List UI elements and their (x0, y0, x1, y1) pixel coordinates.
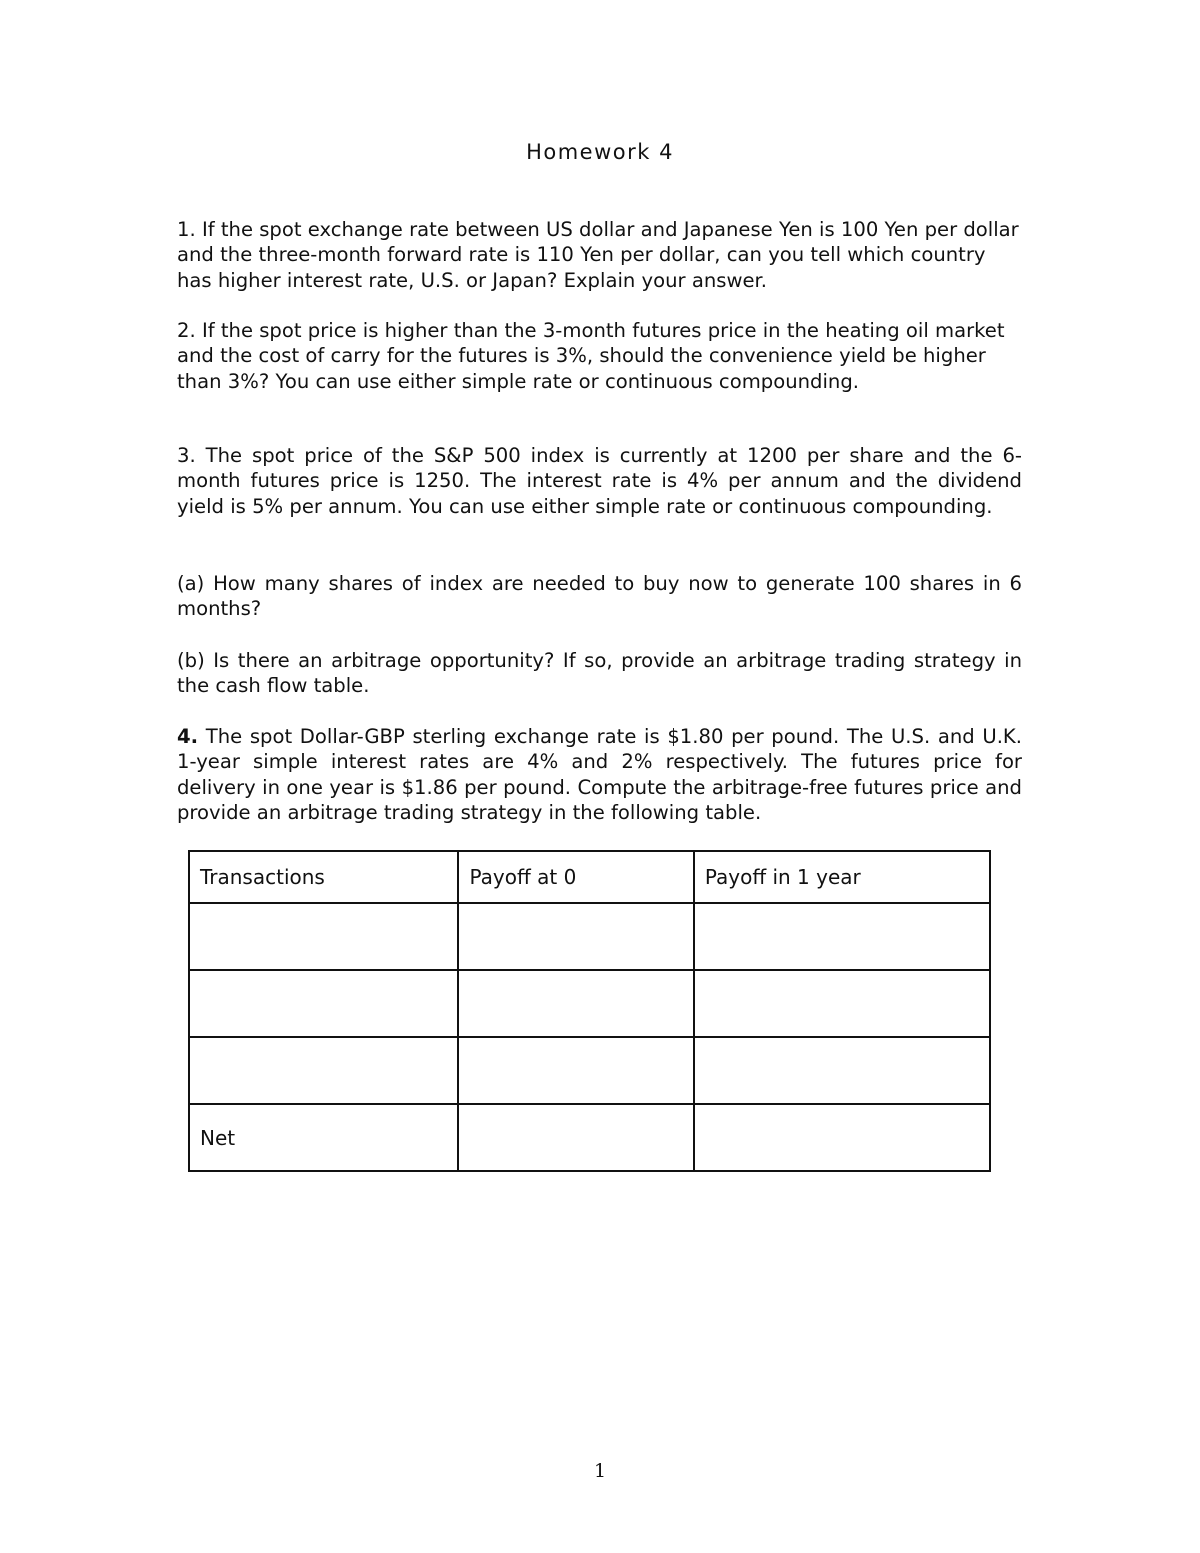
part-label: (b) (177, 649, 205, 672)
question-1 (177, 217, 1022, 293)
question-number: 3. (177, 444, 196, 467)
question-3a (177, 571, 1022, 622)
table-row (189, 1037, 990, 1104)
question-text: If the spot exchange rate between US dollar and Japanese Yen is 100 Yen per dollar and the three-month forward rate is 110 Yen per dollar, can you tell which country has higher interest rate, U.S. or Japan? Explain your answer. (177, 218, 1019, 292)
table-header-cell: Payoff at 0 (458, 851, 693, 903)
question-number: 1. (177, 218, 196, 241)
table-cell (458, 1037, 693, 1104)
table-cell (189, 970, 458, 1037)
table-cell (694, 970, 990, 1037)
table-cell (694, 1037, 990, 1104)
table-row (189, 970, 990, 1037)
question-number: 2. (177, 319, 196, 342)
table-cell (458, 970, 693, 1037)
table-cell (189, 1037, 458, 1104)
table-header-cell: Payoff in 1 year (694, 851, 990, 903)
question-3 (177, 443, 1022, 519)
table-cell (458, 903, 693, 970)
page-title: Homework 4 (526, 140, 674, 164)
question-text: The spot Dollar-GBP sterling exchange rate is $1.80 per pound. The U.S. and U.K. 1-year simple interest rates are 4% and 2% respectively. The futures price for delivery in one year is $1.86 per pound. Compute the arbitrage-free futures price and provide an arbitrage trading strategy in the following table. (177, 725, 1022, 825)
table-row-net (189, 1104, 990, 1171)
question-number: 4. (177, 725, 199, 748)
question-4 (177, 724, 1022, 826)
table-cell (694, 1104, 990, 1171)
table-header-row (189, 851, 990, 903)
page-number: 1 (593, 1460, 607, 1482)
question-3b (177, 648, 1022, 699)
table-row (189, 903, 990, 970)
question-text: If the spot price is higher than the 3-month futures price in the heating oil market and the cost of carry for the futures is 3%, should the convenience yield be higher than 3%? You can use either simple rate or continuous compounding. (177, 319, 1005, 393)
table-cell (189, 903, 458, 970)
table-cell (458, 1104, 693, 1171)
part-text: Is there an arbitrage opportunity? If so, provide an arbitrage trading strategy in the cash flow table. (177, 649, 1023, 698)
cash-flow-table (188, 850, 991, 1172)
table-cell (694, 903, 990, 970)
table-cell: Net (189, 1104, 458, 1171)
question-2 (177, 318, 1022, 394)
part-text: How many shares of index are needed to buy now to generate 100 shares in 6 months? (177, 572, 1022, 621)
part-label: (a) (177, 572, 205, 595)
table-header-cell: Transactions (189, 851, 458, 903)
question-text: The spot price of the S&P 500 index is currently at 1200 per share and the 6-month futures price is 1250. The interest rate is 4% per annum and the dividend yield is 5% per annum. You can use either simple rate or continuous compounding. (177, 444, 1022, 518)
